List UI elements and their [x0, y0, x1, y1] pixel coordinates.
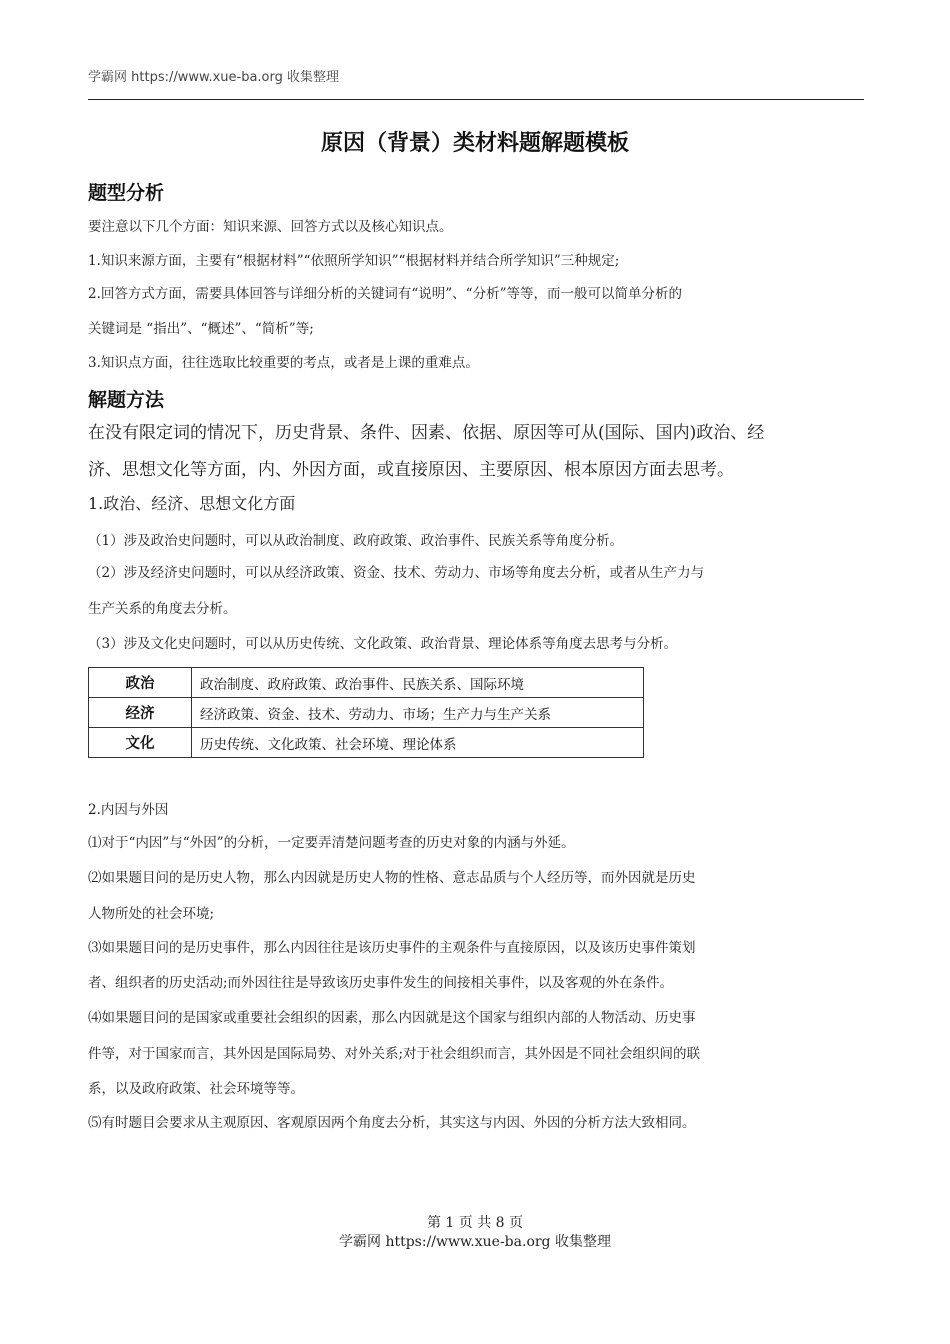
paragraph-line: 人物所处的社会环境; [88, 906, 215, 922]
table-value: 经济政策、资金、技术、劳动力、市场；生产力与生产关系 [192, 698, 644, 728]
paragraph-line: 系，以及政府政策、社会环境等等。 [88, 1081, 304, 1097]
paragraph-line: ⑷如果题目问的是国家或重要社会组织的因素，那么内因就是这个国家与组织内部的人物活动、历史事 [88, 1010, 696, 1026]
table-value: 政治制度、政府政策、政治事件、民族关系、国际环境 [192, 668, 644, 698]
intro-line: 济、思想文化等方面，内、外因方面，或直接原因、主要原因、根本原因方面去思考。 [88, 460, 734, 480]
paragraph-line: 生产关系的角度去分析。 [88, 601, 237, 617]
table-row [89, 728, 644, 758]
paragraph-line: 2.回答方式方面，需要具体回答与详细分析的关键词有“说明”、“分析”等等，而一般可以简单分析的 [88, 286, 682, 302]
paragraph-line: （3）涉及文化史问题时，可以从历史传统、文化政策、政治背景、理论体系等角度去思考与分析。 [88, 636, 678, 652]
document-title: 原因（背景）类材料题解题模板 [320, 131, 629, 156]
subsection-title: 2.内因与外因 [88, 802, 169, 818]
subsection-title: 1.政治、经济、思想文化方面 [88, 494, 296, 513]
section-heading-method: 解题方法 [88, 389, 165, 411]
paragraph-line: 1.知识来源方面，主要有“根据材料”“依照所学知识”“根据材料并结合所学知识”三种规定; [88, 253, 620, 269]
paragraph-line: ⑸有时题目会要求从主观原因、客观原因两个角度去分析，其实这与内因、外因的分析方法大致相同。 [88, 1115, 696, 1131]
table-key: 政治 [89, 668, 192, 698]
paragraph-line: 者、组织者的历史活动;而外因往往是导致该历史事件发生的间接相关事件，以及客观的外在条件。 [88, 975, 674, 991]
table-value: 历史传统、文化政策、社会环境、理论体系 [192, 728, 644, 758]
paragraph-line: ⑵如果题目问的是历史人物，那么内因就是历史人物的性格、意志品质与个人经历等，而外因就是历史 [88, 870, 696, 886]
page-number: 第 1 页 共 8 页 [426, 1215, 524, 1231]
paragraph-line: 件等，对于国家而言，其外因是国际局势、对外关系;对于社会组织而言，其外因是不同社会组织间的联 [88, 1046, 701, 1062]
table-row [89, 668, 644, 698]
paragraph-line: ⑶如果题目问的是历史事件，那么内因往往是该历史事件的主观条件与直接原因，以及该历史事件策划 [88, 940, 696, 956]
header-divider [88, 99, 864, 100]
table-key: 经济 [89, 698, 192, 728]
paragraph-line: （1）涉及政治史问题时，可以从政治制度、政府政策、政治事件、民族关系等角度分析。 [88, 533, 624, 549]
footer-source: 学霸网 https://www.xue-ba.org 收集整理 [339, 1234, 611, 1250]
section-heading-analysis: 题型分析 [88, 182, 165, 204]
factor-table [88, 667, 644, 758]
page-header: 学霸网 https://www.xue-ba.org 收集整理 [88, 70, 339, 85]
intro-line: 在没有限定词的情况下，历史背景、条件、因素、依据、原因等可从(国际、国内)政治、经 [88, 423, 765, 443]
paragraph-line: 要注意以下几个方面：知识来源、回答方式以及核心知识点。 [88, 219, 453, 235]
paragraph-line: 3.知识点方面，往往选取比较重要的考点，或者是上课的重难点。 [88, 355, 479, 371]
table-key: 文化 [89, 728, 192, 758]
table-row [89, 698, 644, 728]
paragraph-line: （2）涉及经济史问题时，可以从经济政策、资金、技术、劳动力、市场等角度去分析，或者从生产力与 [88, 565, 705, 581]
paragraph-line: ⑴对于“内因”与“外因”的分析，一定要弄清楚问题考查的历史对象的内涵与外延。 [88, 835, 575, 851]
paragraph-line: 关键词是 “指出”、“概述”、“简析”等; [88, 321, 314, 337]
